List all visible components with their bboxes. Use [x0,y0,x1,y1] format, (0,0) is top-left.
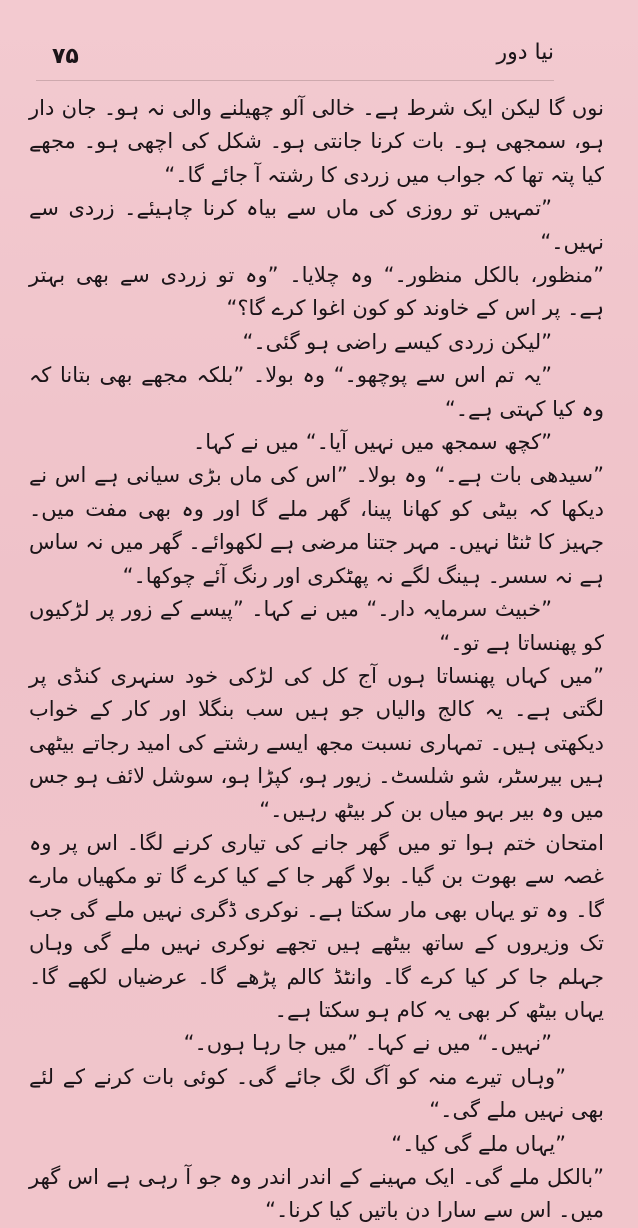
body-text [29,92,604,1228]
paragraph: ”خبیث سرمایہ دار۔“ میں نے کہا۔ ”پیسے کے زور پر لڑکیوں کو پھنساتا ہے تو۔“ [29,597,604,655]
paragraph: ”نہیں۔“ میں نے کہا۔ ”میں جا رہا ہوں۔“ [183,1031,552,1056]
page-number: ۷۵ [52,44,79,69]
paragraph: ”تمہیں تو روزی کی ماں سے بیاہ کرنا چاہیئے۔ زردی سے نہیں۔“ [29,196,604,254]
running-head: نیا دور [496,40,554,65]
paragraph: ”یہ تم اس سے پوچھو۔“ وہ بولا۔ ”بلکہ مجھے بھی بتانا کہ وہ کیا کہتی ہے۔“ [29,363,604,421]
paragraph: نوں گا لیکن ایک شرط ہے۔ خالی آلو چھیلنے والی نہ ہو۔ جان دار ہو، سمجھی ہو۔ بات کرنا جانتی ہو۔ شکل کی اچھی ہو۔ مجھے کیا پتہ تھا کہ جواب میں زردی کا رشتہ آ جائے گا۔“ [29,96,604,187]
paragraph: ”بالکل ملے گی۔ ایک مہینے کے اندر اندر وہ جو آ رہی ہے اس گھر میں۔ اس سے سارا دن باتیں کیا کرنا۔“ [29,1165,604,1223]
paragraph: امتحان ختم ہوا تو میں گھر جانے کی تیاری کرنے لگا۔ اس پر وہ غصہ سے بھوت بن گیا۔ بولا گھر جا کے کیا کرے گا تو مکھیاں مارے گا۔ وہ تو یہاں بھی مار سکتا ہے۔ نوکری ڈگری نہیں ملے گی جب تک وزیروں کے ساتھ بیٹھے ہیں تجھے نوکری نہیں ملے گی وہاں جہلم جا کر کیا کرے گا۔ وانٹڈ کالم پڑھے گا۔ عرضیاں لکھے گا۔ یہاں بیٹھ کر بھی یہ کام ہو سکتا ہے۔ [29,830,604,1022]
paragraph: ”یہاں ملے گی کیا۔“ [391,1131,566,1156]
page-header [0,38,638,78]
paragraph: ”سیدھی بات ہے۔“ وہ بولا۔ ”اس کی ماں بڑی سیانی ہے اس نے دیکھا کہ بیٹی کو کھانا پینا، گھر ملے گا اور وہ بھی مفت میں۔ جہیز کا ٹنٹا نہیں۔ مہر جتنا مرضی ہے لکھوائے۔ گھر میں نہ ساس ہے نہ سسر۔ ہینگ لگے نہ پھٹکری اور رنگ آئے چوکھا۔“ [29,463,604,588]
paragraph: ”وہاں تیرے منہ کو آگ لگ جائے گی۔ کوئی بات کرنے کے لئے بھی نہیں ملے گی۔“ [29,1064,604,1123]
paragraph: ”کچھ سمجھ میں نہیں آیا۔“ میں نے کہا۔ [192,430,552,455]
paragraph: ”منظور، بالکل منظور۔“ وہ چلایا۔ ”وہ تو زردی سے بھی بہتر ہے۔ پر اس کے خاوند کو کون اغوا کرے گا؟“ [29,263,604,321]
paragraph: ”لیکن زردی کیسے راضی ہو گئی۔“ [242,329,552,354]
paragraph: ”میں کہاں پھنساتا ہوں آج کل کی لڑکی خود سنہری کنڈی پر لگتی ہے۔ یہ کالج والیاں جو ہیں سب بنگلا اور کار کے خواب دیکھتی ہیں۔ تمہاری نسبت مجھ ایسے رشتے کی امید رجاتے بیٹھی ہیں بیرسٹر، شو شلسٹ۔ زیور ہو، کپڑا ہو، سوشل لائف ہو جس میں وہ بیر بہو میاں بن کر بیٹھ رہیں۔“ [29,663,604,822]
header-divider [36,80,554,81]
